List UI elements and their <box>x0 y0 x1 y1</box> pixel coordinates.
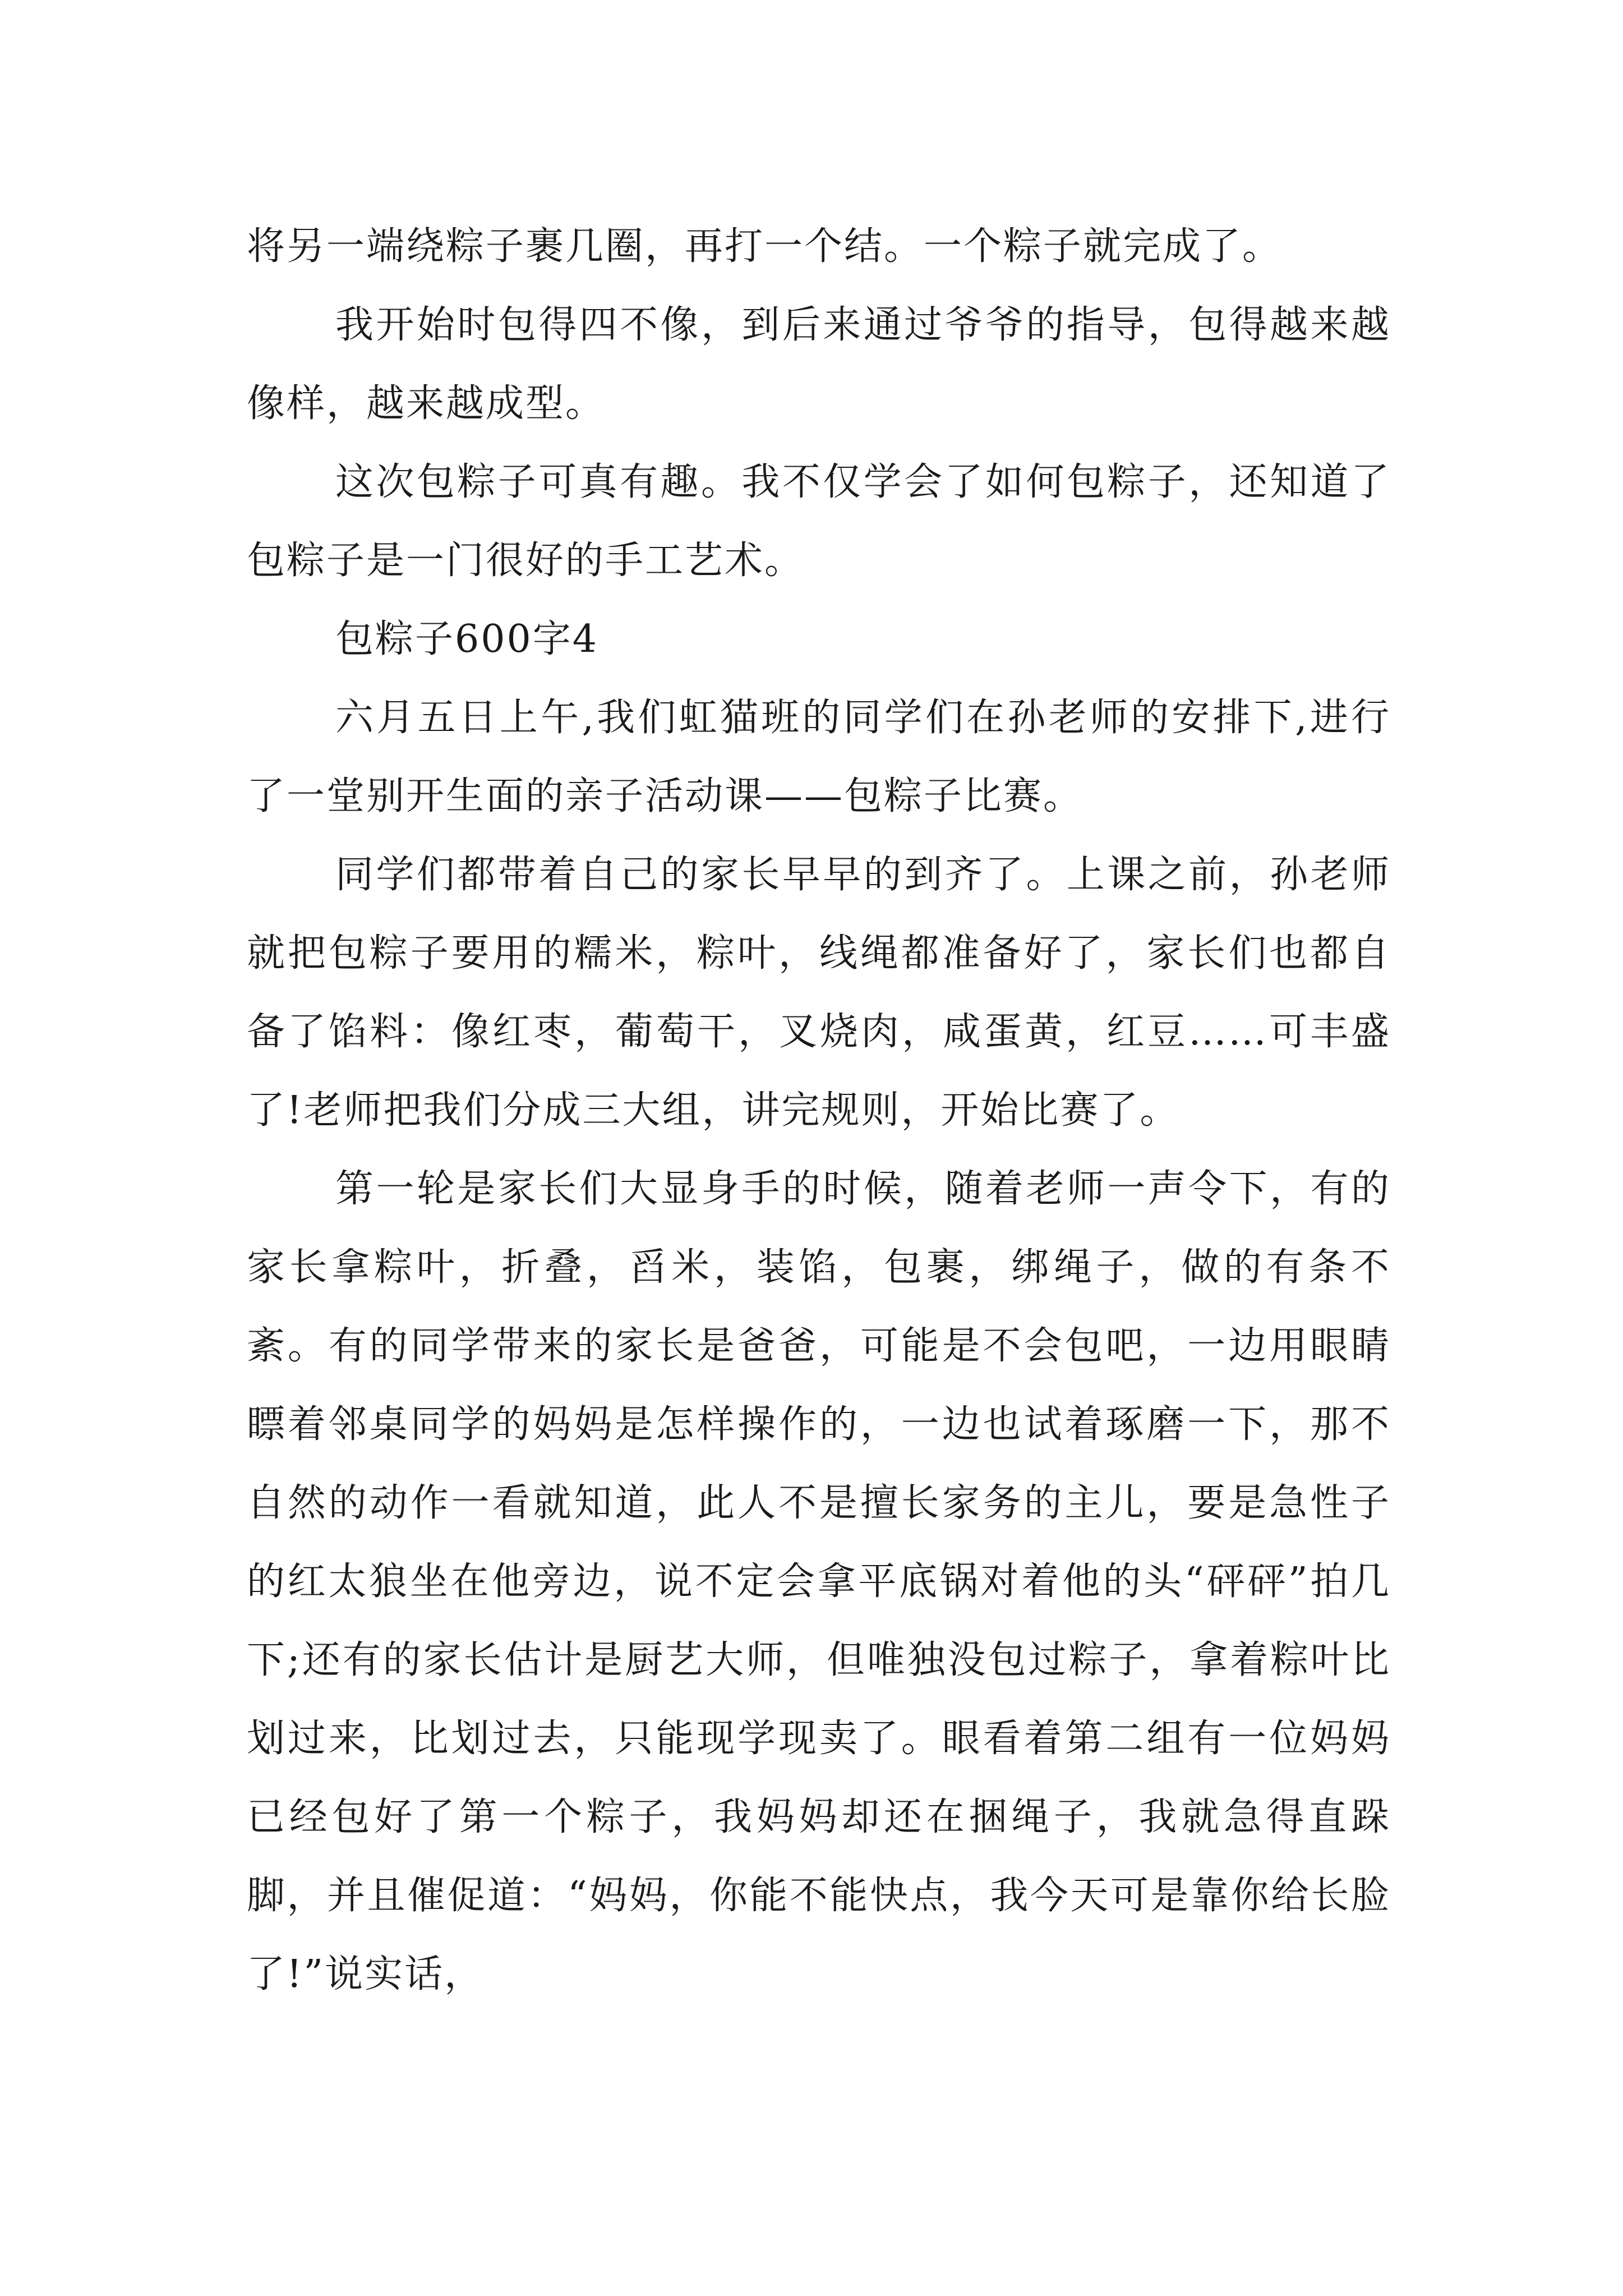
paragraph-continuation: 将另一端绕粽子裹几圈，再打一个结。一个粽子就完成了。 <box>247 224 1283 269</box>
document-body <box>247 208 1391 2014</box>
paragraph: 第一轮是家长们大显身手的时候，随着老师一声令下，有的家长拿粽叶，折叠，舀米，装馅，包裹，绑绳子，做的有条不紊。有的同学带来的家长是爸爸，可能是不会包吧，一边用眼睛瞟着邻桌同学的妈妈是怎样操作的，一边也试着琢磨一下，那不自然的动作一看就知道，此人不是擅长家务的主儿，要是急性子的红太狼坐在他旁边，说不定会拿平底锅对着他的头“砰砰”拍几下;还有的家长估计是厨艺大师，但唯独没包过粽子，拿着粽叶比划过来，比划过去，只能现学现卖了。眼看着第二组有一位妈妈已经包好了第一个粽子，我妈妈却还在捆绳子，我就急得直跺脚，并且催促道：“妈妈，你能不能快点，我今天可是靠你给长脸了!”说实话， <box>247 1167 1391 1996</box>
paragraph: 我开始时包得四不像，到后来通过爷爷的指导，包得越来越像样，越来越成型。 <box>247 303 1391 426</box>
paragraph: 这次包粽子可真有趣。我不仅学会了如何包粽子，还知道了包粽子是一门很好的手工艺术。 <box>247 460 1391 583</box>
section-heading: 包粽子600字4 <box>335 617 599 661</box>
paragraph: 六月五日上午,我们虹猫班的同学们在孙老师的安排下,进行了一堂别开生面的亲子活动课——包粽子比赛。 <box>247 696 1391 818</box>
paragraph: 同学们都带着自己的家长早早的到齐了。上课之前，孙老师就把包粽子要用的糯米，粽叶，线绳都准备好了，家长们也都自备了馅料：像红枣，葡萄干，叉烧肉，咸蛋黄，红豆……可丰盛了!老师把我们分成三大组，讲完规则，开始比赛了。 <box>247 853 1391 1133</box>
